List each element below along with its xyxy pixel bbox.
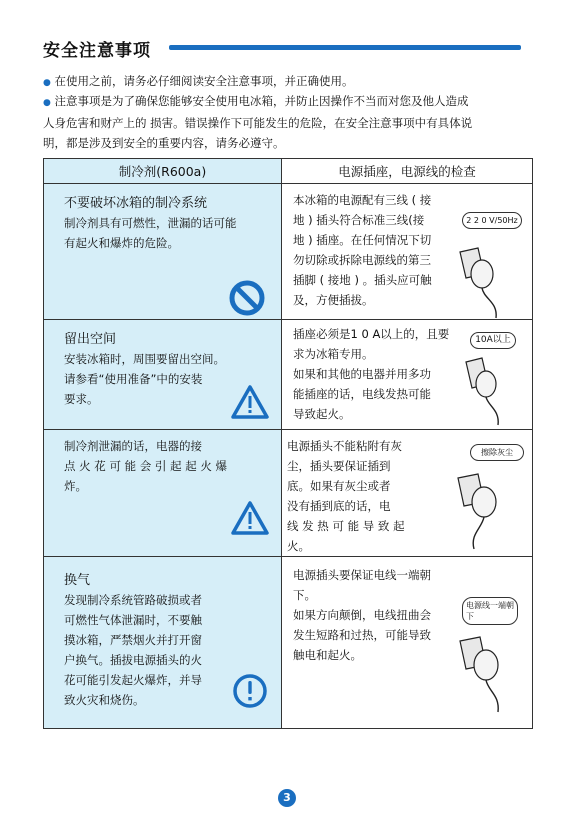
intro-text-2b: 人身危害和财产上的 损害。错误操作下可能发生的危险，在安全注意事项中有具体说 bbox=[43, 116, 473, 130]
cell-text-line: 有起火和爆炸的危险。 bbox=[64, 236, 179, 250]
intro-paragraph-1 bbox=[43, 71, 533, 93]
prohibited-icon bbox=[228, 279, 266, 317]
cell-text-line: 及，方便插拔。 bbox=[293, 293, 374, 307]
cell-text-line: 求为冰箱专用。 bbox=[293, 347, 374, 361]
cell-text-line: 勿切除或拆除电源线的第三 bbox=[293, 253, 431, 267]
refrigerant-cell bbox=[44, 557, 282, 729]
cell-text-line: 电源插头要保证电线一端朝 bbox=[293, 568, 431, 582]
cell-text-line: 地 ) 插座。在任何情况下切 bbox=[293, 233, 432, 247]
plug-icon bbox=[452, 470, 516, 550]
power-cell bbox=[282, 184, 533, 320]
cell-text-line: 能插座的话，电线发热可能 bbox=[293, 387, 431, 401]
power-cell bbox=[282, 320, 533, 430]
cell-text-line: 本冰箱的电源配有三线 ( 接 bbox=[293, 193, 432, 207]
cell-text-line: 请参看“使用准备”中的安装 bbox=[64, 372, 203, 386]
intro-paragraph-2 bbox=[43, 91, 533, 153]
page-title: 安全注意事项 bbox=[43, 41, 151, 61]
cell-title: 不要破坏冰箱的制冷系统 bbox=[64, 196, 208, 211]
cell-text-line: 触电和起火。 bbox=[293, 648, 362, 662]
table-row bbox=[44, 430, 533, 557]
callout-bubble: 擦除灰尘 bbox=[470, 444, 524, 461]
plug-icon bbox=[460, 356, 516, 426]
refrigerant-cell bbox=[44, 320, 282, 430]
intro-text-1: 在使用之前，请务必仔细阅读安全注意事项，并正确使用。 bbox=[54, 74, 354, 88]
cell-text-line: 发生短路和过热，可能导致 bbox=[293, 628, 431, 642]
callout-bubble: 10A以上 bbox=[470, 332, 516, 349]
cell-title: 换气 bbox=[64, 573, 91, 588]
cell-text-line: 火。 bbox=[287, 539, 310, 553]
cell-text-line: 插座必须是1 0 A以上的，且要 bbox=[293, 327, 450, 341]
cell-text-line: 如果和其他的电器并用多功 bbox=[293, 367, 431, 381]
power-cell bbox=[282, 557, 533, 729]
cell-text-line: 导致起火。 bbox=[293, 407, 351, 421]
cell-text-line: 制冷剂具有可燃性，泄漏的话可能 bbox=[64, 216, 237, 230]
cell-text-line: 安装冰箱时，周围要留出空间。 bbox=[64, 352, 225, 366]
cell-text-line: 插脚 ( 接地 ) 。插头应可触 bbox=[293, 273, 432, 287]
cell-text-line: 花可能引发起火爆炸，并导 bbox=[64, 673, 202, 687]
power-cell bbox=[282, 430, 533, 557]
cell-text-line: 可燃性气体泄漏时，不要触 bbox=[64, 613, 202, 627]
title-rule bbox=[169, 45, 521, 50]
refrigerant-cell bbox=[44, 184, 282, 320]
cell-text-line: 电源插头不能粘附有灰 bbox=[287, 439, 402, 453]
cell-text-line: 致火灾和烧伤。 bbox=[64, 693, 145, 707]
callout-bubble: 2 2 0 V/50Hz bbox=[462, 212, 522, 229]
cell-text-line: 要求。 bbox=[64, 392, 99, 406]
power-header: 电源插座，电源线的检查 bbox=[282, 159, 533, 184]
refrigerant-cell bbox=[44, 430, 282, 557]
page-number: 3 bbox=[278, 789, 296, 807]
safety-table bbox=[43, 158, 533, 729]
intro-text-2c: 明，都是涉及到安全的重要内容，请务必遵守。 bbox=[43, 136, 285, 150]
intro-text-2a: 注意事项是为了确保您能够安全使用电冰箱，并防止因操作不当而对您及他人造成 bbox=[54, 94, 469, 108]
cell-text-line: 线 发 热 可 能 导 致 起 bbox=[287, 519, 405, 533]
cell-text-line: 如果方向颠倒，电线扭曲会 bbox=[293, 608, 431, 622]
plug-icon bbox=[454, 244, 514, 319]
refrigerant-header: 制冷剂(R600a) bbox=[44, 159, 282, 184]
cell-text-line: 尘，插头要保证插到 bbox=[287, 459, 391, 473]
cell-text-line: 下。 bbox=[293, 588, 316, 602]
bullet-icon: ● bbox=[43, 98, 51, 108]
cell-text-line: 点 火 花 可 能 会 引 起 起 火 爆 bbox=[64, 459, 228, 473]
exclamation-circle-icon bbox=[232, 673, 268, 709]
warning-triangle-icon bbox=[230, 384, 270, 420]
bullet-icon: ● bbox=[43, 78, 51, 88]
cell-text-line: 摸冰箱，严禁烟火并打开窗 bbox=[64, 633, 202, 647]
plug-icon bbox=[454, 633, 516, 713]
cell-text-line: 炸。 bbox=[64, 479, 87, 493]
cell-text-line: 制冷剂泄漏的话，电器的接 bbox=[64, 439, 202, 453]
table-row bbox=[44, 320, 533, 430]
cell-text-line: 地 ) 插头符合标准三线(接 bbox=[293, 213, 425, 227]
cell-text-line: 底。如果有灰尘或者 bbox=[287, 479, 391, 493]
cell-text-line: 没有插到底的话，电 bbox=[287, 499, 391, 513]
cell-title: 留出空间 bbox=[64, 332, 117, 347]
callout-bubble: 电源线一端朝下 bbox=[462, 597, 518, 625]
cell-text-line: 发现制冷系统管路破损或者 bbox=[64, 593, 202, 607]
cell-text-line: 户换气。插拔电源插头的火 bbox=[64, 653, 202, 667]
table-row bbox=[44, 184, 533, 320]
table-row bbox=[44, 557, 533, 729]
warning-triangle-icon bbox=[230, 500, 270, 536]
